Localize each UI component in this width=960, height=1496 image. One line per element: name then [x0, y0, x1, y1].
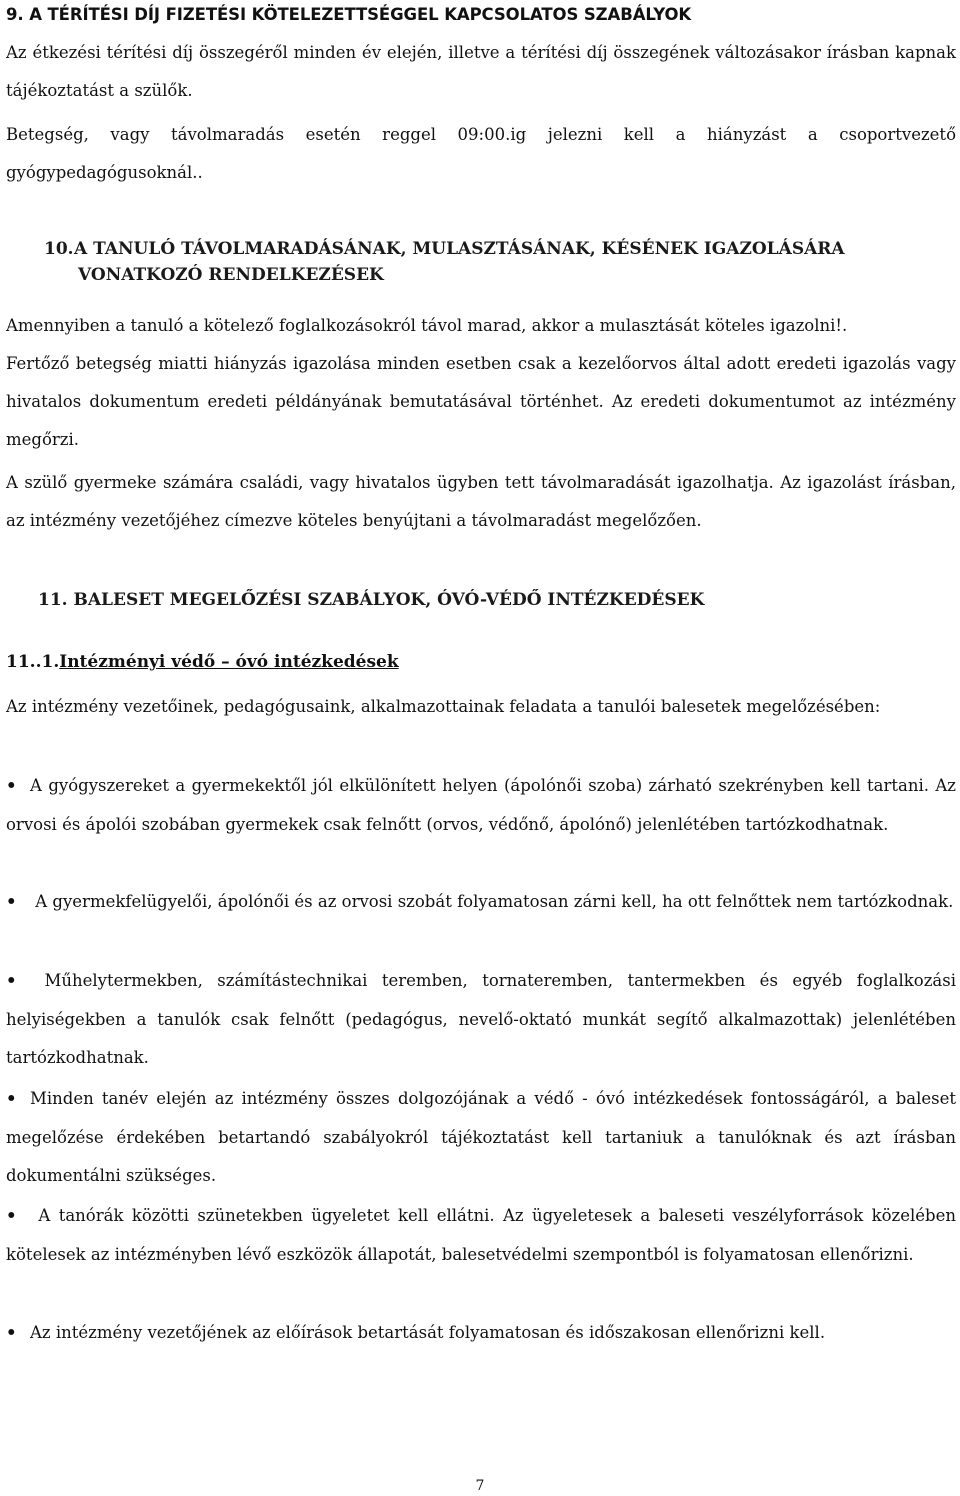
page-number: 7 [475, 1478, 485, 1494]
bullet-icon: • [6, 1089, 17, 1108]
section-10-paragraph-3: A szülő gyermeke számára családi, vagy hivatalos ügyben tett távolmaradását igazolhatja. Az igazolást írásban, az intézmény vezetőjéhez címezve köteles benyújtani a távolmaradást megelőzően. [6, 473, 956, 530]
section-10-paragraph-1: Amennyiben a tanuló a kötelező foglalkozásokról távol marad, akkor a mulasztását köteles igazolni!. [6, 316, 848, 335]
section-11-heading: 11. BALESET MEGELŐZÉSI SZABÁLYOK, ÓVÓ-VÉDŐ INTÉZKEDÉSEK [38, 590, 705, 610]
list-item-text: A gyógyszereket a gyermekektől jól elkülönített helyen (ápolónői szoba) zárható szekrényben kell tartani. Az orvosi és ápolói szobában gyermekek csak felnőtt (orvos, védőnő, ápolónő) jelenlétében tartózkodhatnak. [6, 776, 956, 834]
subsection-title: Intézményi védő – óvó intézkedések [59, 652, 399, 672]
section-10-number: 10. [44, 239, 74, 259]
section-11-intro: Az intézmény vezetőinek, pedagógusaink, alkalmazottainak feladata a tanulói balesetek megelőzésében: [6, 697, 881, 716]
list-item-text: A gyermekfelügyelői, ápolónői és az orvosi szobát folyamatosan zárni kell, ha ott felnőttek nem tartózkodnak. [30, 892, 954, 911]
bullet-icon: • [6, 1206, 17, 1225]
bullet-icon: • [6, 971, 17, 990]
list-item [6, 1080, 956, 1196]
section-9-title: 9. A TÉRÍTÉSI DÍJ FIZETÉSI KÖTELEZETTSÉGGEL KAPCSOLATOS SZABÁLYOK [6, 5, 692, 24]
list-item [6, 962, 956, 1078]
list-item [6, 1197, 956, 1274]
section-9-paragraph-1: Az étkezési térítési díj összegéről minden év elején, illetve a térítési díj összegének változásakor írásban kapnak tájékoztatást a szülők. [6, 43, 956, 100]
list-item [6, 767, 956, 844]
list-item [6, 883, 956, 922]
section-10-title-line-2: VONATKOZÓ RENDELKEZÉSEK [78, 265, 384, 285]
section-10-heading [6, 236, 956, 288]
list-item-text: Az intézmény vezetőjének az előírások betartását folyamatosan és időszakosan ellenőrizni kell. [30, 1323, 826, 1342]
section-11-1-subheading [6, 650, 956, 674]
section-10-paragraph-2: Fertőző betegség miatti hiányzás igazolása minden esetben csak a kezelőorvos által adott eredeti igazolás vagy hivatalos dokumentum eredeti példányának bemutatásával történhet. Az eredeti dokumentumot az intézmény megőrzi. [6, 354, 956, 449]
list-item-text: A tanórák közötti szünetekben ügyeletet kell ellátni. Az ügyeletesek a baleseti veszélyforrások közelében kötelesek az intézményben lévő eszközök állapotát, balesetvédelmi szempontból is folyamatosan ellenőrizni. [6, 1206, 956, 1264]
subsection-number: 11..1. [6, 652, 60, 672]
section-10-title-line-1: A TANULÓ TÁVOLMARADÁSÁNAK, MULASZTÁSÁNAK, KÉSÉNEK IGAZOLÁSÁRA [74, 239, 845, 259]
list-item-text: Műhelytermekben, számítástechnikai teremben, tornateremben, tantermekben és egyéb foglalkozási helyiségekben a tanulók csak felnőtt (pedagógus, nevelő-oktató munkát segítő alkalmazottak) jelenlétében tartózkodhatnak. [6, 971, 956, 1068]
list-item [6, 1314, 956, 1353]
section-9-paragraph-2: Betegség, vagy távolmaradás esetén reggel 09:00.ig jelezni kell a hiányzást a csoportvezető gyógypedagógusoknál.. [6, 125, 956, 182]
bullet-icon: • [6, 892, 17, 911]
list-item-text: Minden tanév elején az intézmény összes dolgozójának a védő - óvó intézkedések fontosságáról, a baleset megelőzése érdekében betartandó szabályokról tájékoztatást kell tartaniuk a tanulóknak és azt írásban dokumentálni szükséges. [6, 1089, 956, 1186]
bullet-icon: • [6, 776, 17, 795]
bullet-icon: • [6, 1323, 17, 1342]
